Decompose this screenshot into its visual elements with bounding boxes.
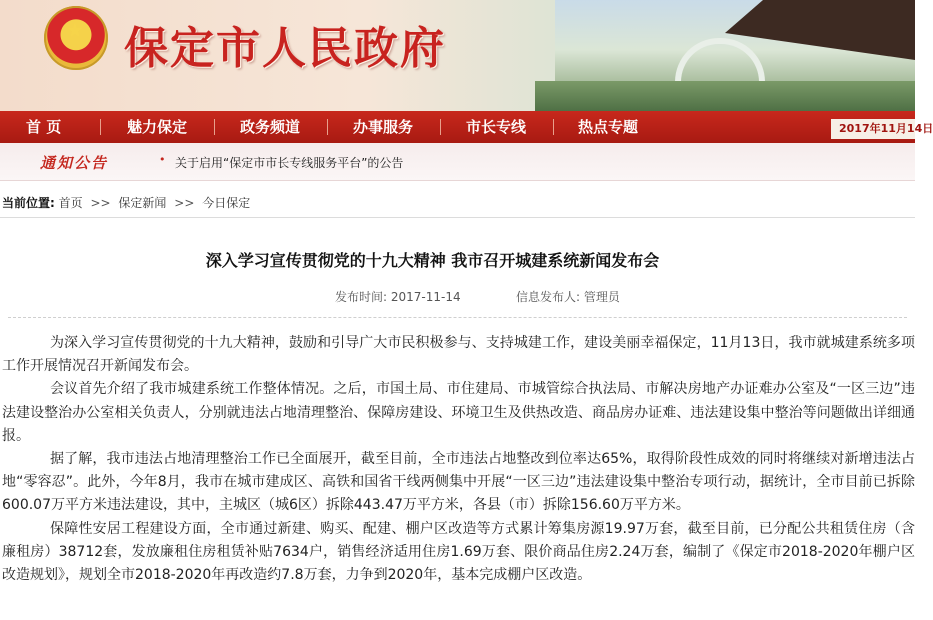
nav-divider [100,119,101,135]
publish-time-value: 2017-11-14 [390,290,461,304]
national-emblem-icon [44,6,108,70]
nav-item-charm-baoding[interactable]: 魅力保定 [127,118,188,136]
notice-label: 通知公告 [40,154,109,172]
nav-divider [440,119,441,135]
article-body [0,332,915,587]
article-paragraph: 会议首先介绍了我市城建系统工作整体情况。之后，市国土局、市住建局、市城管综合执法局、市解决房地产办证难办公室及“一区三边”违法建设整治办公室相关负责人，分别就违法占地清理整治、保障房建设、环境卫生及供热改造、商品房办证难、违法建设集中整治等问题做出详细通报。 [2,381,915,444]
breadcrumb-label: 当前位置: [2,196,55,210]
breadcrumb-item-today[interactable]: 今日保定 [202,196,251,210]
breadcrumb [0,188,915,218]
site-title: 保定市人民政府 [124,23,446,74]
publisher [516,288,620,305]
bullet-icon: • [159,153,166,166]
publish-time [335,288,461,305]
breadcrumb-item-news[interactable]: 保定新闻 [118,196,167,210]
nav-divider [327,119,328,135]
publisher-value: 管理员 [583,290,620,304]
breadcrumb-separator: >> [90,196,111,210]
nav-item-home[interactable]: 首 页 [26,118,62,136]
breadcrumb-item-home[interactable]: 首页 [58,196,83,210]
notice-bar [0,143,915,181]
nav-item-mayor-hotline[interactable]: 市长专线 [466,118,527,136]
nav-item-hot-topics[interactable]: 热点专题 [578,118,639,136]
article-title: 深入学习宣传贯彻党的十九大精神 我市召开城建系统新闻发布会 [205,251,660,270]
breadcrumb-separator: >> [174,196,195,210]
article-paragraph: 据了解，我市违法占地清理整治工作已全面展开，截至目前，全市违法占地整改到位率达65%，取得阶段性成效的同时将继续对新增违法占地“零容忍”。此外，今年8月，我市在城市建成区、高铁和国省干线两侧集中开展“一区三边”违法建设集中整治专项行动，据统计，全市目前已拆除600.07万平方米违法建设，其中，主城区（城6区）拆除443.47万平方米，各县（市）拆除156.60万平方米。 [2,451,915,514]
divider [8,317,907,318]
article-paragraph: 保障性安居工程建设方面，全市通过新建、购买、配建、棚户区改造等方式累计筹集房源19.97万套，截至目前，已分配公共租赁住房（含廉租房）38712套，发放廉租住房租赁补贴7634户，销售经济适用住房1.69万套、限价商品住房2.24万套，编制了《保定市2018-2020年棚户区改造规划》，规划全市2018-2020年再改造约7.8万套，力争到2020年，基本完成棚户区改造。 [2,520,915,584]
star-icon: ★ [66,18,84,42]
nav-divider [214,119,215,135]
nav-divider [553,119,554,135]
nav-item-government-affairs[interactable]: 政务频道 [240,118,301,136]
main-nav [0,111,933,143]
notice-link[interactable]: 关于启用“保定市市长专线服务平台”的公告 [175,156,404,170]
lake-graphic [535,81,915,111]
publisher-label: 信息发布人: [516,290,581,304]
article-paragraph: 为深入学习宣传贯彻党的十九大精神，鼓励和引导广大市民积极参与、支持城建工作，建设美丽幸福保定，11月13日，我市就城建系统多项工作开展情况召开新闻发布会。 [2,335,915,375]
nav-item-services[interactable]: 办事服务 [353,118,414,136]
publish-time-label: 发布时间: [335,290,388,304]
current-date: 2017年11月14日 [831,119,915,139]
site-banner [0,0,915,111]
